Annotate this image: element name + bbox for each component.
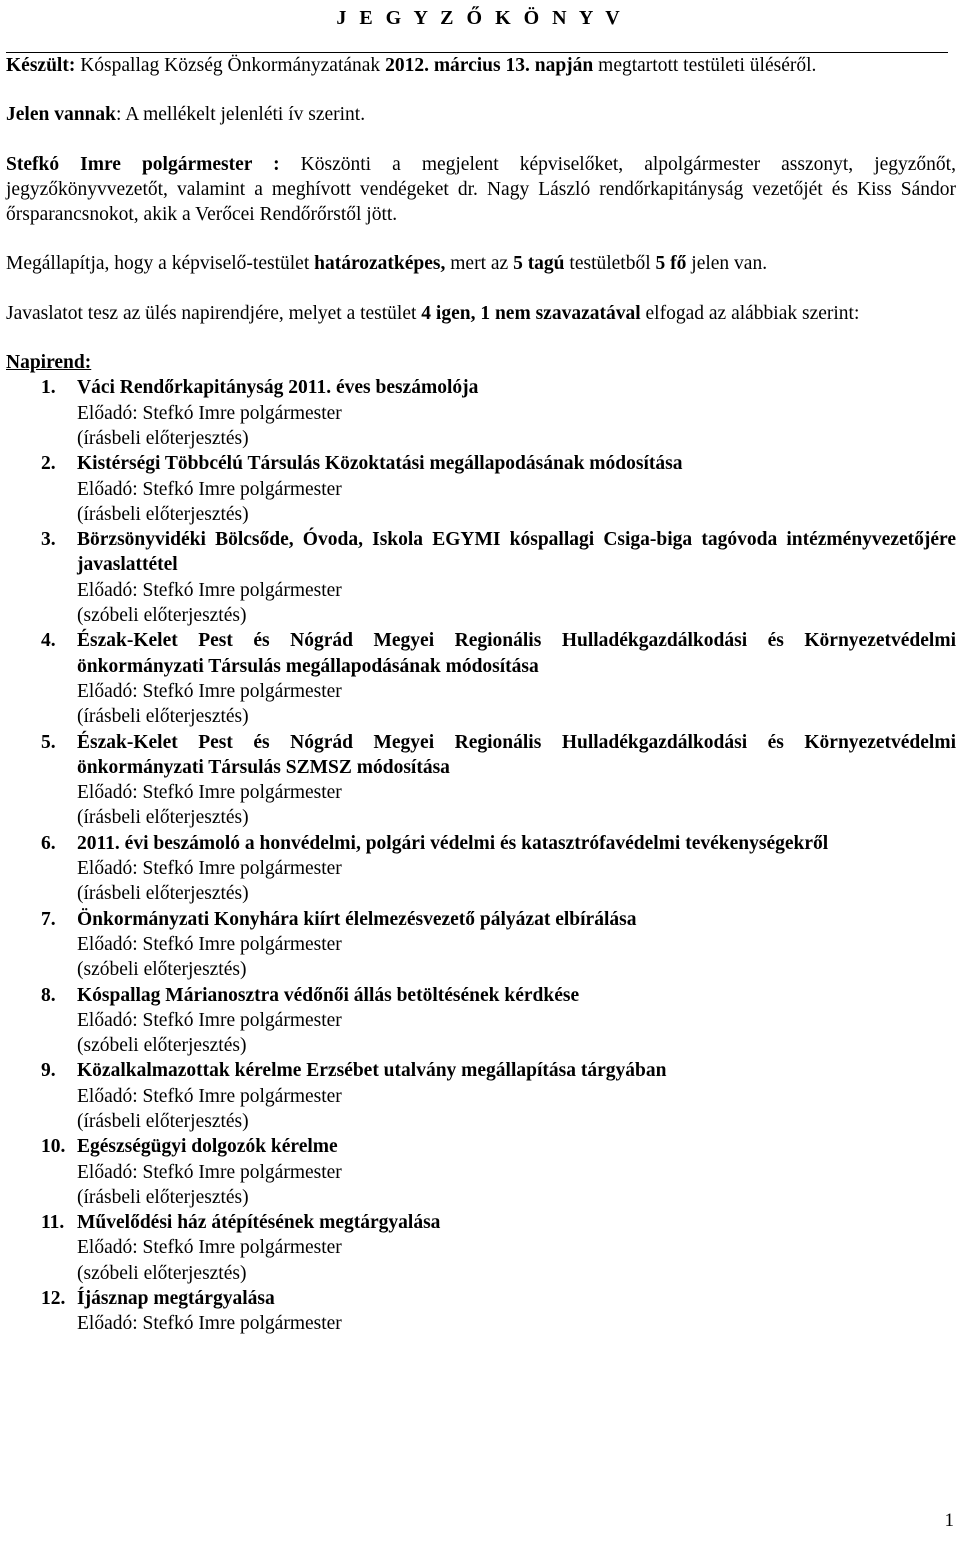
agenda-item-mode: (szóbeli előterjesztés): [77, 959, 247, 981]
agenda-item-title: Kóspallag Márianosztra védőnői állás betöltésének kérdkése: [77, 984, 580, 1006]
agenda-item-title: Művelődési ház átépítésének megtárgyalása: [77, 1212, 441, 1234]
mayor-paragraph: [6, 152, 956, 228]
agenda-list: [6, 375, 956, 1336]
mayor-label: Stefkó Imre polgármester :: [6, 153, 280, 175]
agenda-item-mode: (írásbeli előterjesztés): [77, 807, 249, 829]
prepared-text-a: Kóspallag Község Önkormányzatának: [80, 55, 381, 76]
agenda-item-mode: (írásbeli előterjesztés): [77, 883, 249, 905]
quorum-bold-c: 5 fő: [655, 253, 687, 275]
page-number: 1: [944, 1510, 954, 1531]
agenda-item-presenter: Előadó: Stefkó Imre polgármester: [77, 933, 342, 955]
agenda-item-mode: (írásbeli előterjesztés): [77, 706, 249, 728]
document-body: [6, 53, 956, 1337]
agenda-item-presenter: Előadó: Stefkó Imre polgármester: [77, 1237, 342, 1259]
agenda-item-number: 11.: [41, 1212, 65, 1234]
agenda-item-mode: (írásbeli előterjesztés): [77, 1186, 249, 1208]
agenda-item-mode: (szóbeli előterjesztés): [77, 605, 247, 627]
agenda-item: [6, 831, 956, 907]
proposal-vote: 4 igen, 1 nem szavazatával: [421, 302, 641, 324]
agenda-item-number: 2.: [41, 453, 56, 475]
prepared-paragraph: [6, 53, 956, 78]
present-label: Jelen vannak: [6, 104, 116, 126]
agenda-item-number: 5.: [41, 731, 56, 753]
agenda-item-number: 3.: [41, 529, 56, 551]
agenda-item: [6, 628, 956, 729]
mayor-text: Köszönti a megjelent képviselőket, alpolgármester asszonyt, jegyzőnőt, jegyzőkönyvvezetőt, valamint a meghívott vendégeket dr. Nagy László rendőrkapitányság vezetőjét és Kiss Sándor őrsparancsnokot, akik a Verőcei Rendőrőrstől jött.: [6, 153, 956, 226]
agenda-item: [6, 527, 956, 628]
agenda-item: [6, 907, 956, 983]
prepared-text-b: megtartott testületi üléséről.: [598, 55, 817, 76]
agenda-item-presenter: Előadó: Stefkó Imre polgármester: [77, 680, 342, 702]
agenda-item-title: Váci Rendőrkapitányság 2011. éves beszámolója: [77, 377, 479, 399]
agenda-item: [6, 730, 956, 831]
agenda-item-presenter: Előadó: Stefkó Imre polgármester: [77, 858, 342, 880]
agenda-item-number: 8.: [41, 984, 56, 1006]
agenda-item-presenter: Előadó: Stefkó Imre polgármester: [77, 402, 342, 424]
quorum-paragraph: [6, 251, 956, 276]
agenda-item: [6, 1210, 956, 1286]
agenda-item-number: 7.: [41, 908, 56, 930]
proposal-text-c: elfogad az alábbiak szerint:: [645, 302, 860, 324]
agenda-item-mode: (írásbeli előterjesztés): [77, 503, 249, 525]
agenda-item-mode: (szóbeli előterjesztés): [77, 1262, 247, 1284]
agenda-item-title: Észak-Kelet Pest és Nógrád Megyei Regionális Hulladékgazdálkodási és Környezetvédelmi önkormányzati Társulás SZMSZ módosítása: [77, 731, 956, 778]
agenda-item-title: Önkormányzati Konyhára kiírt élelmezésvezető pályázat elbírálása: [77, 908, 637, 930]
present-paragraph: [6, 102, 956, 127]
quorum-text-a: Megállapítja, hogy a képviselő-testület: [6, 253, 310, 275]
agenda-item: [6, 375, 956, 451]
prepared-label: Készült:: [6, 55, 76, 76]
agenda-item: [6, 451, 956, 527]
agenda-item-number: 1.: [41, 377, 56, 399]
agenda-item-mode: (írásbeli előterjesztés): [77, 427, 249, 449]
meeting-date: 2012. március 13. napján: [385, 55, 594, 76]
agenda-item-number: 6.: [41, 832, 56, 854]
agenda-item: [6, 1134, 956, 1210]
agenda-item-title: 2011. évi beszámoló a honvédelmi, polgári védelmi és katasztrófavédelmi tevékenységekről: [77, 832, 829, 854]
agenda-item-title: Íjásznap megtárgyalása: [77, 1288, 275, 1310]
agenda-item-number: 9.: [41, 1060, 56, 1082]
agenda-item-mode: (írásbeli előterjesztés): [77, 1110, 249, 1132]
proposal-paragraph: [6, 301, 956, 326]
agenda-item-number: 12.: [41, 1288, 66, 1310]
quorum-bold-a: határozatképes,: [314, 253, 446, 275]
quorum-bold-b: 5 tagú: [513, 253, 565, 275]
agenda-item-presenter: Előadó: Stefkó Imre polgármester: [77, 579, 342, 601]
proposal-text-a: Javaslatot tesz az ülés napirendjére, melyet a testület: [6, 302, 417, 324]
agenda-item-title: Észak-Kelet Pest és Nógrád Megyei Regionális Hulladékgazdálkodási és Környezetvédelmi önkormányzati Társulás megállapodásának módosítása: [77, 630, 956, 677]
present-text: : A mellékelt jelenléti ív szerint.: [115, 104, 366, 126]
agenda-item-title: Kistérségi Többcélú Társulás Közoktatási megállapodásának módosítása: [77, 453, 683, 475]
agenda-item: [6, 1058, 956, 1134]
agenda-item-presenter: Előadó: Stefkó Imre polgármester: [77, 782, 342, 804]
agenda-heading: Napirend:: [6, 352, 92, 374]
quorum-text-e: jelen van.: [691, 253, 768, 275]
agenda-item-title: Börzsönyvidéki Bölcsőde, Óvoda, Iskola EGYMI kóspallagi Csiga-biga tagóvoda intézményvezetőjére javaslattétel: [77, 529, 956, 576]
agenda-item-number: 4.: [41, 630, 56, 652]
agenda-item-presenter: Előadó: Stefkó Imre polgármester: [77, 1085, 342, 1107]
agenda-item-presenter: Előadó: Stefkó Imre polgármester: [77, 1161, 342, 1183]
agenda-item-presenter: Előadó: Stefkó Imre polgármester: [77, 1009, 342, 1031]
quorum-text-c: mert az: [450, 253, 509, 275]
agenda-item-number: 10.: [41, 1136, 66, 1158]
agenda-item-title: Egészségügyi dolgozók kérelme: [77, 1136, 338, 1158]
agenda-item-title: Közalkalmazottak kérelme Erzsébet utalvány megállapítása tárgyában: [77, 1060, 667, 1082]
agenda-item: [6, 1286, 956, 1337]
agenda-item-mode: (szóbeli előterjesztés): [77, 1035, 247, 1057]
document-title: J E G Y Z Ő K Ö N Y V: [336, 7, 624, 29]
quorum-text-d: testületből: [569, 253, 651, 275]
agenda-item-presenter: Előadó: Stefkó Imre polgármester: [77, 478, 342, 500]
agenda-item: [6, 983, 956, 1059]
agenda-item-presenter: Előadó: Stefkó Imre polgármester: [77, 1313, 342, 1335]
